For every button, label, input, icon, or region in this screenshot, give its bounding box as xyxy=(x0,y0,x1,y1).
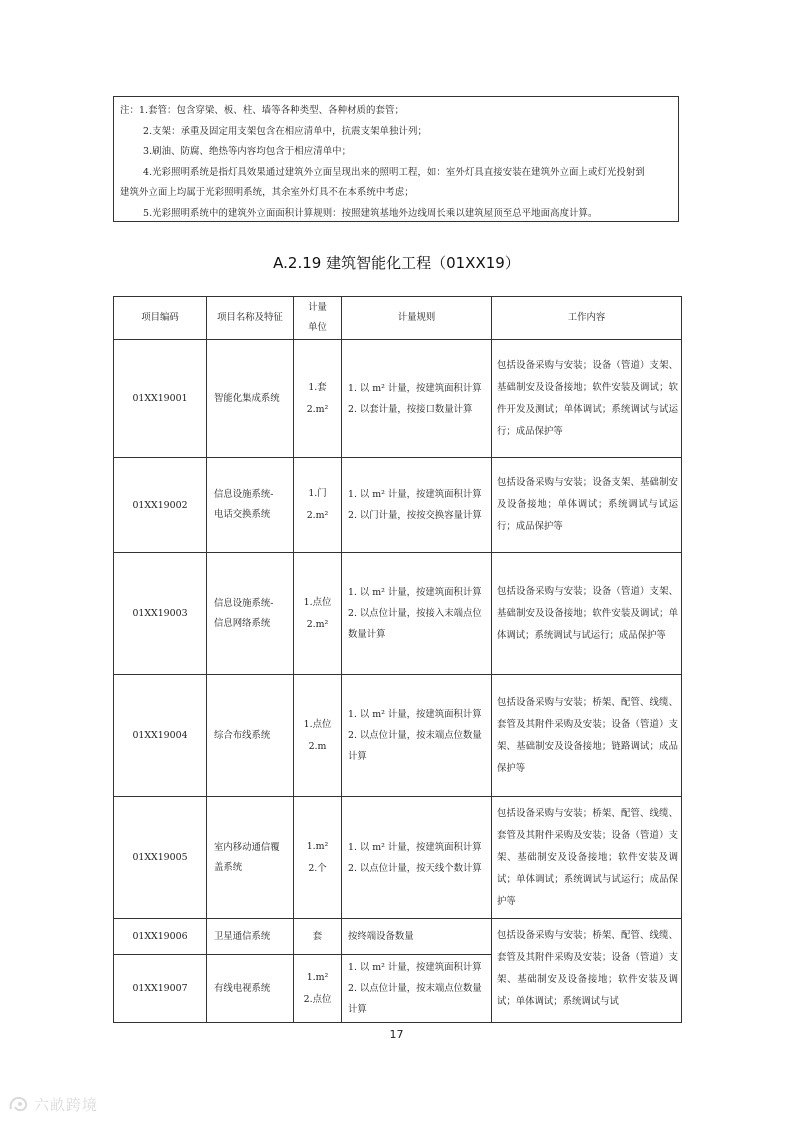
item-unit xyxy=(294,919,342,955)
item-rule xyxy=(342,553,492,675)
item-rule-line: 按终端设备数量 xyxy=(348,931,414,942)
table-row xyxy=(114,458,682,553)
item-work: 包括设备采购与安装；设备支架、基础制安及设备接地；单体调试；系统调试与试运行；成品保护等 xyxy=(492,458,682,553)
item-rule-line: 1. 以 m² 计量，按建筑面积计算 xyxy=(348,841,482,853)
item-name xyxy=(207,797,294,919)
item-rule-line: 数量计算 xyxy=(348,629,386,640)
header-name: 项目名称及特征 xyxy=(207,297,294,340)
item-unit xyxy=(294,675,342,797)
notes-box xyxy=(113,96,679,222)
item-work: 包括设备采购与安装；桥架、配管、线缆、套管及其附件采购及安装；设备（管道）支架、基础制安及设备接地；链路调试；成品保护等 xyxy=(492,675,682,797)
item-rule-line: 计算 xyxy=(348,751,367,762)
item-rule xyxy=(342,340,492,458)
item-rule xyxy=(342,797,492,919)
item-work: 包括设备采购与安装；设备（管道）支架、基础制安及设备接地；软件安装及调试；软件开发及测试；单体调试；系统调试与试运行；成品保护等 xyxy=(492,340,682,458)
item-rule-line: 2. 以点位计量，按天线个数计算 xyxy=(348,862,482,874)
item-name-line: 卫星通信系统 xyxy=(214,930,271,942)
section-title: A.2.19 建筑智能化工程（01XX19） xyxy=(273,254,520,272)
item-unit-line: 1.门 xyxy=(308,488,327,499)
item-code: 01XX19007 xyxy=(114,955,207,1023)
item-unit-line: 2.点位 xyxy=(303,993,332,1005)
item-name-line: 信息设施系统- xyxy=(214,489,274,500)
item-code: 01XX19004 xyxy=(114,675,207,797)
item-rule xyxy=(342,919,492,955)
table-row xyxy=(114,919,682,955)
item-unit-line: 1.套 xyxy=(308,381,327,393)
item-unit-line: 2.个 xyxy=(308,862,327,874)
item-unit xyxy=(294,340,342,458)
item-name xyxy=(207,955,294,1023)
note-line-5: 建筑外立面上均属于光彩照明系统，其余室外灯具不在本系统中考虑； xyxy=(120,187,414,199)
item-name xyxy=(207,458,294,553)
item-name xyxy=(207,675,294,797)
header-unit-line-2: 单位 xyxy=(308,322,327,333)
item-unit-line: 2.m² xyxy=(306,510,329,521)
item-rule-line: 2. 以点位计量，按接入末端点位 xyxy=(348,608,482,619)
header-work: 工作内容 xyxy=(492,297,682,340)
item-code: 01XX19003 xyxy=(114,553,207,675)
item-rule-line: 1. 以 m² 计量，按建筑面积计算 xyxy=(348,382,482,394)
item-name-line: 有线电视系统 xyxy=(214,982,271,994)
item-rule-line: 2. 以套计量，按接口数量计算 xyxy=(348,403,473,415)
item-code: 01XX19005 xyxy=(114,797,207,919)
note-line-1: 注：1.套管：包含穿梁、板、柱、墙等各种类型、各种材质的套管； xyxy=(120,105,404,116)
item-name xyxy=(207,553,294,675)
item-name-line: 室内移动通信覆 xyxy=(214,841,280,853)
item-unit-line: 2.m² xyxy=(306,618,329,630)
item-rule-line: 1. 以 m² 计量，按建筑面积计算 xyxy=(348,962,482,973)
table-row xyxy=(114,797,682,919)
item-rule-line: 计算 xyxy=(348,1004,367,1015)
item-name xyxy=(207,340,294,458)
watermark-logo-icon xyxy=(8,1095,30,1113)
item-unit-line: 1.点位 xyxy=(303,718,332,730)
item-work: 包括设备采购与安装；设备（管道）支架、基础制安及设备接地；软件安装及调试；单体调试；系统调试与试运行；成品保护等 xyxy=(492,553,682,675)
header-unit-line-1: 计量 xyxy=(308,302,327,313)
item-name-line: 信息网络系统 xyxy=(214,617,271,629)
note-line-3: 3.刷油、防腐、绝热等内容均包含于相应清单中； xyxy=(143,146,352,158)
item-unit-line: 1.m² xyxy=(306,971,329,983)
header-unit xyxy=(294,297,342,340)
item-code: 01XX19006 xyxy=(114,919,207,955)
spec-table xyxy=(113,296,682,1023)
item-name-line: 盖系统 xyxy=(214,861,243,873)
item-unit-line: 2.m² xyxy=(306,403,329,415)
item-rule xyxy=(342,675,492,797)
item-name-line: 电话交换系统 xyxy=(214,509,271,520)
header-code: 项目编码 xyxy=(114,297,207,340)
item-unit-line: 1.m² xyxy=(306,840,329,852)
item-rule xyxy=(342,955,492,1023)
table-row xyxy=(114,553,682,675)
item-rule-line: 1. 以 m² 计量，按建筑面积计算 xyxy=(348,489,482,500)
header-rule: 计量规则 xyxy=(342,297,492,340)
item-code: 01XX19001 xyxy=(114,340,207,458)
item-code: 01XX19002 xyxy=(114,458,207,553)
item-unit xyxy=(294,458,342,553)
table-header-row xyxy=(114,297,682,340)
item-rule-line: 2. 以点位计量，按末端点位数量 xyxy=(348,983,482,994)
item-name xyxy=(207,919,294,955)
item-rule-line: 2. 以门计量，按按交换容量计算 xyxy=(348,510,482,521)
item-unit xyxy=(294,553,342,675)
note-line-6: 5.光彩照明系统中的建筑外立面面积计算规则：按照建筑基地外边线周长乘以建筑屋顶至总平地面高度计算。 xyxy=(143,207,598,219)
item-name-line: 信息设施系统- xyxy=(214,597,274,609)
item-unit-line: 2.m xyxy=(308,740,327,752)
item-unit-line: 1.点位 xyxy=(303,596,332,608)
item-unit xyxy=(294,955,342,1023)
item-rule-line: 2. 以点位计量，按末端点位数量 xyxy=(348,730,482,741)
item-name-line: 综合布线系统 xyxy=(214,729,271,741)
note-line-2: 2.支架：承重及固定用支架包含在相应清单中，抗震支架单独计列； xyxy=(143,125,427,137)
note-line-4: 4.光彩照明系统是指灯具效果通过建筑外立面呈现出来的照明工程，如：室外灯具直接安装在建筑外立面上或灯光投射到 xyxy=(143,166,645,178)
item-unit xyxy=(294,797,342,919)
item-name-line: 智能化集成系统 xyxy=(214,392,280,404)
watermark-text: 六畝跨境 xyxy=(34,1095,99,1114)
item-work-shared: 包括设备采购与安装；桥架、配管、线缆、套管及其附件采购及安装；设备（管道）支架、基础制安及设备接地；软件安装及调试；单体调试；系统调试与试 xyxy=(492,919,682,1023)
item-rule-line: 1. 以 m² 计量，按建筑面积计算 xyxy=(348,587,482,598)
item-work: 包括设备采购与安装；桥架、配管、线缆、套管及其附件采购及安装；设备（管道）支架、基础制安及设备接地；软件安装及调试；单体调试；系统调试与试运行；成品保护等 xyxy=(492,797,682,919)
item-rule-line: 1. 以 m² 计量，按建筑面积计算 xyxy=(348,709,482,720)
item-unit-line: 套 xyxy=(312,930,323,942)
table-row xyxy=(114,675,682,797)
page-number: 17 xyxy=(389,1028,404,1041)
table-row xyxy=(114,340,682,458)
item-rule xyxy=(342,458,492,553)
watermark xyxy=(8,1092,98,1116)
